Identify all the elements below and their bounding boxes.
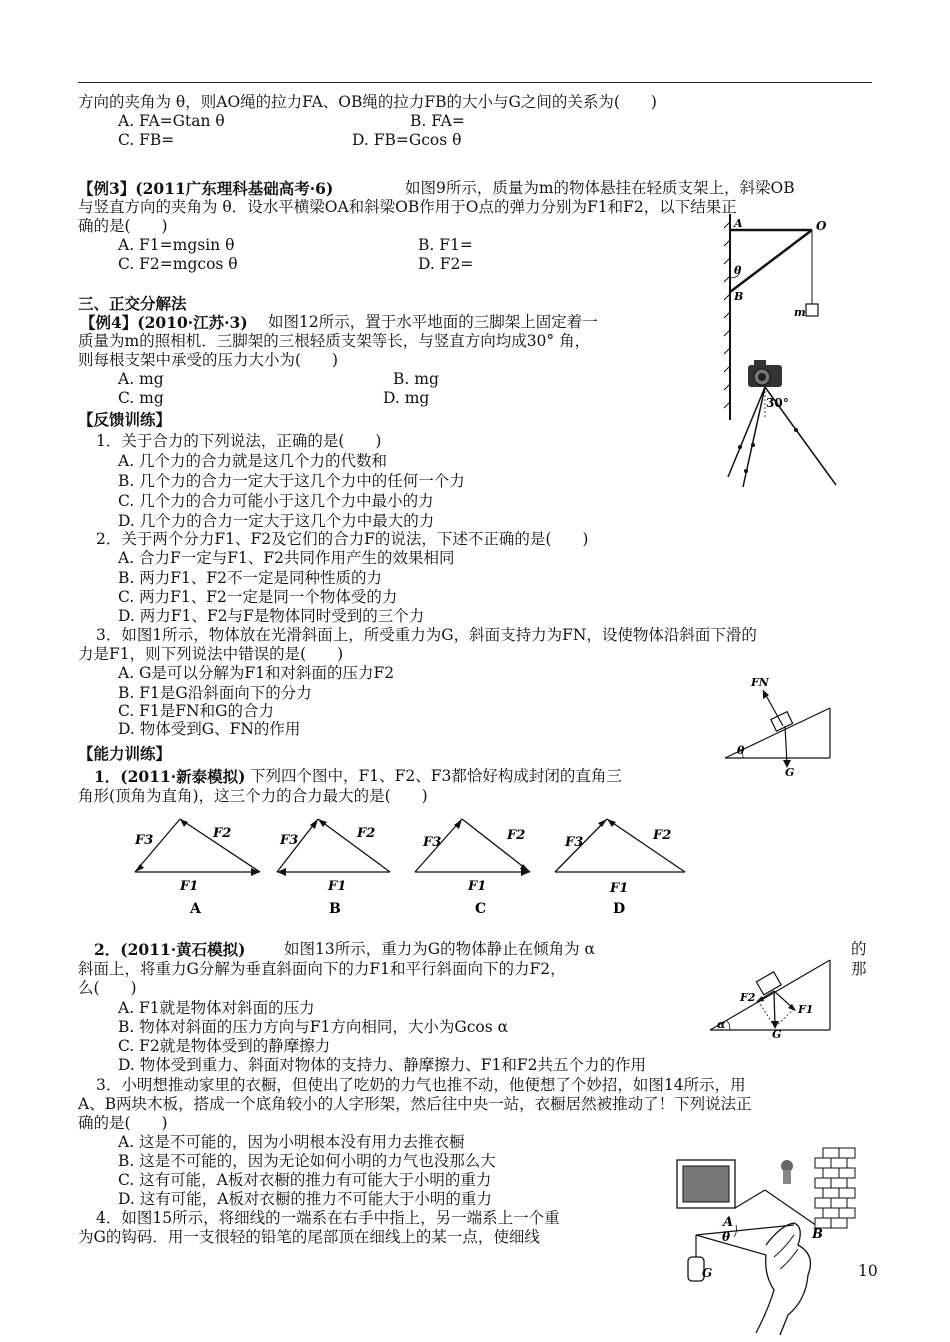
option-c: C. F2=mgcos θ (118, 255, 238, 273)
option-a: A. FA=Gtan θ (118, 112, 225, 130)
option-d: D. 物体受到重力、斜面对物体的支持力、静摩擦力、F1和F2共五个力的作用 (118, 1056, 646, 1074)
option-c: C. 几个力的合力可能小于这几个力中最小的力 (118, 492, 434, 510)
triangle-a (134, 819, 260, 917)
example-heading: 【例4】(2010·江苏·3) (80, 313, 248, 332)
label-theta: θ (722, 1230, 731, 1244)
option-d: D. FB=Gcos θ (352, 131, 462, 149)
option-d: D. 物体受到G、FN的作用 (118, 720, 301, 738)
text-line: 如图9所示，质量为m的物体悬挂在轻质支架上，斜梁OB (405, 179, 795, 197)
option-d: D. 这有可能，A板对衣橱的推力不可能大于小明的重力 (118, 1190, 492, 1208)
label-b: B (812, 1227, 823, 1242)
label-f3: F3 (135, 833, 154, 848)
text-line: 确的是( ) (78, 217, 168, 235)
label-m: m (794, 306, 806, 319)
label-o: O (816, 219, 827, 233)
label-g: G (702, 1266, 713, 1280)
label-b: B (734, 290, 744, 303)
triangle-b (277, 819, 390, 917)
label-f1: F1 (798, 1003, 814, 1016)
label-theta: θ (734, 264, 742, 277)
label-theta: θ (737, 744, 745, 757)
question-heading: 1．(2011·新泰模拟) (94, 767, 246, 786)
triangle-c (415, 819, 530, 917)
label-g: G (772, 1028, 782, 1041)
label-f3: F3 (423, 835, 442, 850)
section-heading: 三、正交分解法 (78, 294, 187, 313)
text-line: A、B两块木板，搭成一个底角较小的人字形架，然后往中央一站，衣橱居然被推动了！下列说法正 (78, 1095, 752, 1113)
option-c: C. FB= (118, 131, 175, 149)
question: 1．关于合力的下列说法，正确的是( ) (96, 432, 382, 450)
option-a: A. F1=mgsin θ (118, 236, 235, 254)
label-g: G (785, 766, 795, 779)
figure-13-incline (700, 955, 835, 1041)
text-line: 的 (851, 940, 867, 958)
label-f1: F1 (180, 879, 199, 894)
figure-12-tripod (718, 355, 848, 490)
option-b: B. 这是不可能的，因为无论如何小明的力气也没那么大 (118, 1152, 496, 1170)
label-f2: F2 (740, 991, 756, 1004)
label-angle: 30° (766, 396, 789, 410)
label-f3: F3 (280, 833, 299, 848)
question-heading: 2．(2011·黄石模拟) (94, 940, 246, 959)
option-b: B. 物体对斜面的压力方向与F1方向相同，大小为Gcos α (118, 1018, 509, 1036)
label-f2: F2 (653, 828, 672, 843)
label-alpha: α (717, 1018, 726, 1031)
question: 2．关于两个分力F1、F2及它们的合力F的说法，下述不正确的是( ) (96, 530, 589, 548)
option-b: B. mg (393, 370, 439, 388)
text-line: 那 (851, 960, 867, 978)
option-c: C. F2就是物体受到的静摩擦力 (118, 1037, 331, 1055)
header-rule (78, 82, 872, 83)
label-f1: F1 (468, 879, 487, 894)
text-line: 确的是( ) (78, 1114, 168, 1132)
force-triangles (125, 812, 725, 918)
question: 4．如图15所示，将细线的一端系在右手中指上，另一端系上一个重 (96, 1209, 560, 1227)
option-a: A. mg (118, 370, 164, 388)
option-c: C. mg (118, 389, 164, 407)
text-line: 如图13所示，重力为G的物体静止在倾角为 α (284, 940, 596, 958)
question: 3．小明想推动家里的衣橱，但使出了吃奶的力气也推不动，他便想了个妙招，如图14所示，用 (96, 1076, 746, 1094)
option-b: B. F1= (418, 236, 473, 254)
option-b: B. 几个力的合力一定大于这几个力中的任何一个力 (118, 472, 465, 490)
label-f1: F1 (328, 879, 347, 894)
option-b: B. 两力F1、F2不一定是同种性质的力 (118, 569, 382, 587)
option-b: B. FA= (410, 112, 465, 130)
option-a: A. 这是不可能的，因为小明根本没有用力去推衣橱 (118, 1133, 465, 1151)
option-a: A. G是可以分解为F1和对斜面的压力F2 (118, 664, 395, 682)
label-f1: F1 (610, 881, 629, 896)
option-d: D. mg (383, 389, 430, 407)
label-a: A (734, 217, 743, 230)
label-a: A (723, 1215, 734, 1230)
text-line: 为G的钩码．用一支很轻的铅笔的尾部顶在细线上的某一点，使细线 (78, 1228, 540, 1246)
text-line: 下列四个图中，F1、F2、F3都恰好构成封闭的直角三 (250, 767, 622, 785)
example-heading: 【例3】(2011广东理科基础高考·6) (78, 179, 334, 198)
figure-15-hand (676, 1205, 826, 1337)
label-fn: FN (751, 676, 769, 689)
option-b: B. F1是G沿斜面向下的分力 (118, 684, 312, 702)
option-d: D. 几个力的合力一定大于这几个力中最大的力 (118, 512, 435, 530)
option-c: C. 两力F1、F2一定是同一个物体受的力 (118, 588, 398, 606)
label-c: C (475, 901, 487, 917)
figure-1-incline (715, 668, 835, 780)
option-c: C. 这有可能，A板对衣橱的推力有可能大于小明的重力 (118, 1171, 492, 1189)
option-a: A. F1就是物体对斜面的压力 (118, 999, 315, 1017)
question: 3．如图1所示，物体放在光滑斜面上，所受重力为G，斜面支持力为FN，设使物体沿斜面下滑的 (96, 626, 757, 644)
text-line: 与竖直方向的夹角为 θ．设水平横梁OA和斜梁OB作用于O点的弹力分别为F1和F2，以下结果正 (78, 198, 737, 216)
text-line: 么( ) (78, 979, 137, 997)
triangle-d (555, 819, 685, 917)
label-a: A (190, 901, 201, 917)
label-f2: F2 (507, 828, 526, 843)
label-f2: F2 (213, 826, 232, 841)
page-number: 10 (858, 1262, 878, 1280)
label-f3: F3 (565, 835, 584, 850)
text-line: 质量为m的照相机．三脚架的三根轻质支架等长，与竖直方向均成30° 角， (78, 332, 591, 350)
text-line: 方向的夹角为 θ，则AO绳的拉力FA、OB绳的拉力FB的大小与G之间的关系为( ) (78, 93, 657, 111)
text-line: 力是F1，则下列说法中错误的是( ) (78, 645, 344, 663)
option-d: D. 两力F1、F2与F是物体同时受到的三个力 (118, 607, 425, 625)
label-f2: F2 (357, 826, 376, 841)
text-line: 则每根支架中承受的压力大小为( ) (78, 351, 339, 369)
text-line: 如图12所示，置于水平地面的三脚架上固定着一 (268, 313, 598, 331)
section-heading: 【能力训练】 (78, 744, 172, 763)
text-line: 斜面上，将重力G分解为垂直斜面向下的力F1和平行斜面向下的力F2， (78, 960, 566, 978)
text-line: 角形(顶角为直角)，这三个力的合力最大的是( ) (78, 787, 428, 805)
option-d: D. F2= (418, 255, 474, 273)
option-c: C. F1是FN和G的合力 (118, 702, 274, 720)
label-b: B (329, 901, 341, 917)
section-heading: 【反馈训练】 (78, 410, 172, 429)
label-d: D (613, 901, 626, 917)
option-a: A. 合力F一定与F1、F2共同作用产生的效果相同 (118, 549, 455, 567)
option-a: A. 几个力的合力就是这几个力的代数和 (118, 452, 388, 470)
